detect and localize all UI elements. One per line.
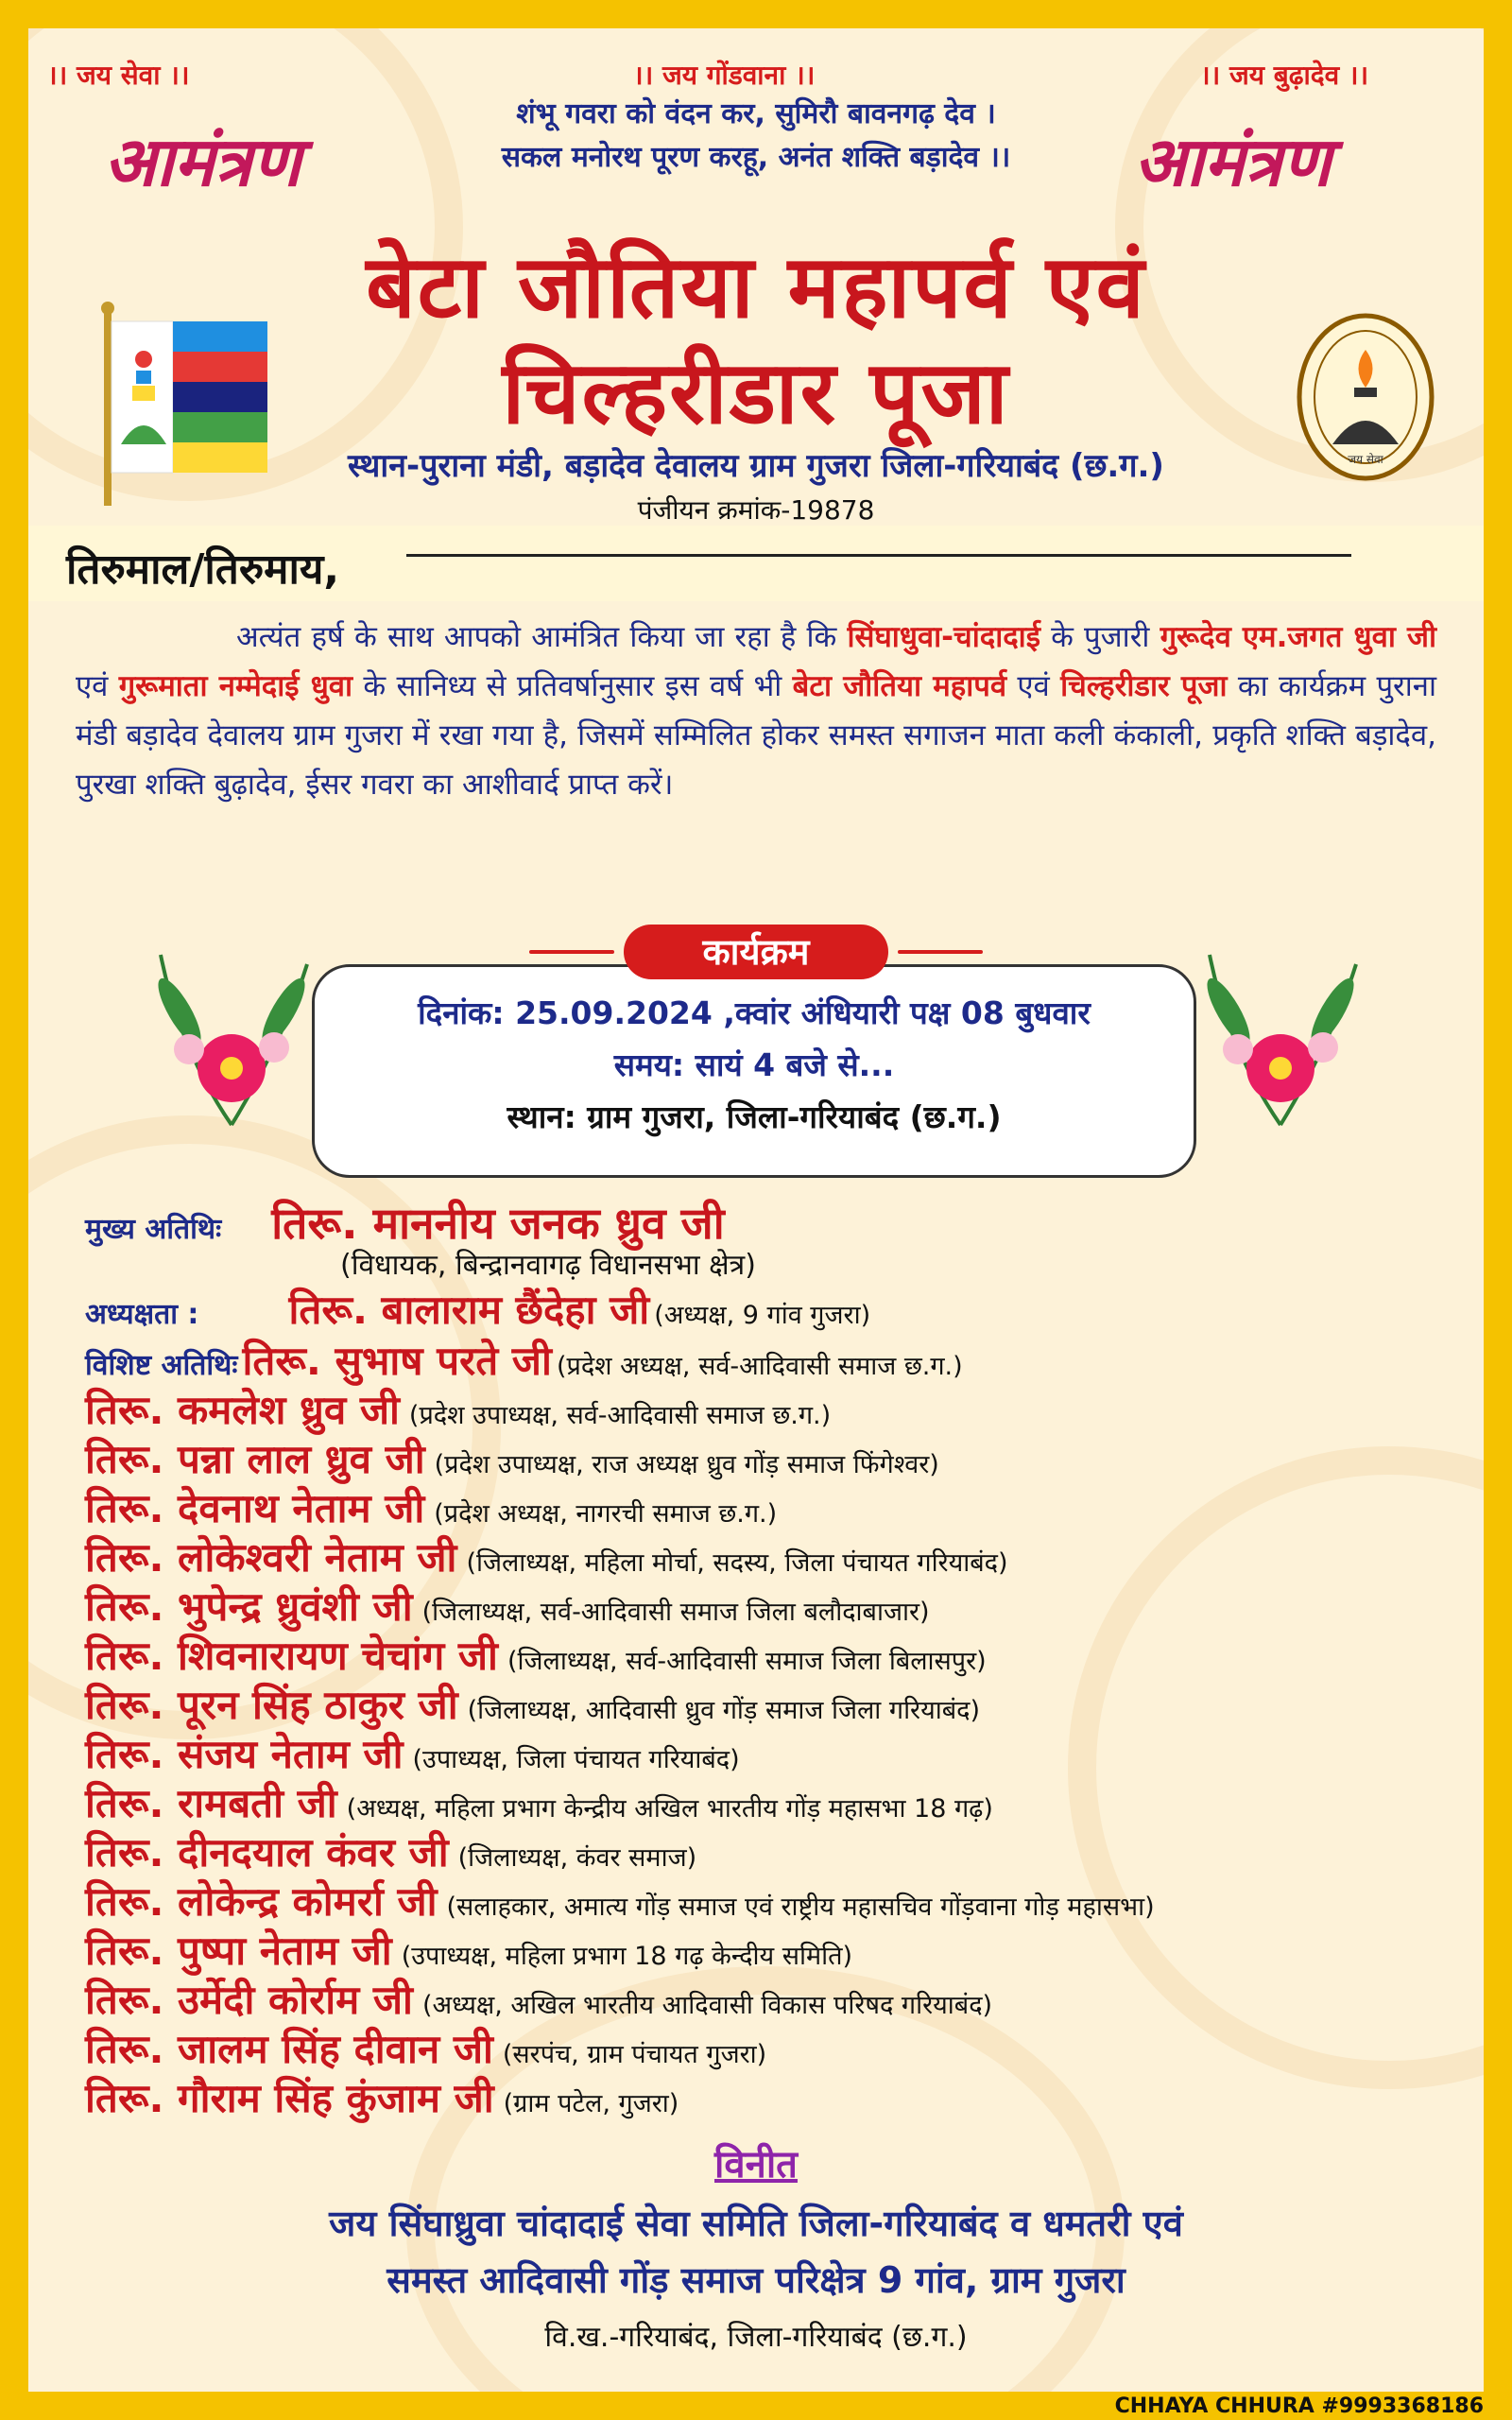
couplet-line-1: शंभू गवरा को वंदन कर, सुमिरौ बावनगढ़ देव । [516,97,996,130]
title-line-2: चिल्हरीडार पूजा [502,342,1010,443]
guest-role: (ग्राम पटेल, गुजरा) [503,2089,679,2118]
guest-row [85,1726,740,1780]
couplet-line-2: सकल मनोरथ पूरण करहू, अनंत शक्ति बड़ादेव ।। [501,141,1011,174]
guest-role: (सरपंच, ग्राम पंचायत गुजरा) [502,2040,767,2069]
guest-role: (जिलाध्यक्ष, आदिवासी ध्रुव गोंड़ समाज जिला गरियाबंद) [467,1696,981,1725]
invitation-highlight: गुरूमाता नम्मेदाई धुवा [118,669,353,703]
guest-name: तिरू. पुष्पा नेताम जी [85,1927,392,1974]
slogan-jai-seva: ।। जय सेवा ।। [47,60,190,91]
guest-row [85,1824,696,1878]
chief-guest-label: मुख्य अतिथिः [85,1213,222,1246]
registration-number: पंजीयन क्रमांक-19878 [637,494,875,526]
guest-name: तिरू. शिवनारायण चेचांग जी [85,1633,498,1679]
program-time: समय: सायं 4 बजे से... [613,1046,895,1083]
invitation-text: अत्यंत हर्ष के साथ आपको आमंत्रित किया जा रहा है कि [236,620,848,654]
invitation-card [28,28,1484,2392]
guest-row [85,1677,980,1731]
president-role: (अध्यक्ष, 9 गांव गुजरा) [654,1301,871,1330]
amantran-left: आमंत्रण [104,121,301,201]
guest-row [85,1923,852,1977]
invitation-text: का कार्यक्रम पुराना मंडी बड़ादेव देवालय ग्राम गुजरा में रखा गया है, जिसमें सम्मिलित होकर समस्त सगाजन माता कली कंकाली, प्रकृति शक्ति बड़ादेव, पुरखा शक्ति बुढ़ादेव, ईसर गवरा का आशीवार्द प्राप्त करें। [76,669,1436,802]
guest-row [85,1480,777,1534]
organization-line-2: समस्त आदिवासी गोंड़ समाज परिक्षेत्र 9 गांव, ग्राम गुजरा [387,2259,1125,2301]
president-label: अध्यक्षता : [85,1298,199,1331]
guest-name: तिरू. जालम सिंह दीवान जी [85,2026,493,2072]
special-guest-label: विशिष्ट अतिथिः [85,1349,238,1382]
guest-row [85,1382,831,1436]
invitation-highlight: बेटा जौतिया महापर्व [792,669,1007,703]
flower-right-icon [1191,936,1370,1144]
guest-row [85,1775,993,1829]
guest-name: तिरू. कमलेश ध्रुव जी [85,1387,400,1433]
venue-line: स्थान-पुराना मंडी, बड़ादेव देवालय ग्राम गुजरा जिला-गरियाबंद (छ.ग.) [348,447,1164,485]
guest-role: (जिलाध्यक्ष, महिला मोर्चा, सदस्य, जिला पंचायत गरियाबंद) [466,1548,1008,1578]
guest-name: तिरू. दीनदयाल कंवर जी [85,1829,449,1876]
guest-name: तिरू. देवनाथ नेताम जी [85,1485,425,1531]
invitation-highlight: गुरूदेव एम.जगत धुवा जी [1160,620,1437,654]
emblem-text: जय सेवा [1348,453,1383,466]
guest-role: (जिलाध्यक्ष, कंवर समाज) [457,1843,697,1873]
couplet [406,93,1106,180]
guest-row [85,2021,766,2075]
special-guest-name: तिरू. सुभाष परते जी [242,1338,552,1384]
guest-role: (जिलाध्यक्ष, सर्व-आदिवासी समाज जिला बिलासपुर) [507,1647,987,1676]
guest-row [85,1874,1155,1927]
slogan-jai-budhadev: ।। जय बुढ़ादेव ।। [1200,60,1369,91]
guest-row [85,1972,992,2026]
guest-role: (सलाहकार, अमात्य गोंड़ समाज एवं राष्ट्रीय महासचिव गोंड़वाना गोड़ महासभा) [446,1893,1155,1922]
guest-role: (प्रदेश उपाध्यक्ष, सर्व-आदिवासी समाज छ.ग.) [408,1401,832,1430]
invitation-text: के पुजारी [1040,620,1160,654]
program-box [312,964,1196,1178]
guest-role: (प्रदेश उपाध्यक्ष, राज अध्यक्ष ध्रुव गोंड़ समाज फिंगेश्वर) [434,1450,939,1479]
slogan-jai-gondwana: ।। जय गोंडवाना ।। [633,60,816,91]
chief-guest-row [85,1193,725,1252]
special-guest-row [85,1333,963,1387]
guest-name: तिरू. लोकेश्वरी नेताम जी [85,1534,457,1581]
flower-left-icon [142,936,321,1144]
guest-name: तिरू. संजय नेताम जी [85,1731,404,1777]
guest-role: (अध्यक्ष, अखिल भारतीय आदिवासी विकास परिषद गरियाबंद) [421,1991,993,2020]
program-heading: कार्यक्रम [624,925,888,979]
vineet-label: विनीत [714,2143,798,2187]
special-guest-role: (प्रदेश अध्यक्ष, सर्व-आदिवासी समाज छ.ग.) [556,1352,963,1381]
amantran-right: आमंत्रण [1134,121,1332,201]
program-place: स्थान: ग्राम गुजरा, जिला-गरियाबंद (छ.ग.) [507,1098,1002,1135]
president-row [85,1282,870,1336]
guest-name: तिरू. लोकेन्द्र कोमर्रा जी [85,1878,438,1925]
guest-role: (उपाध्यक्ष, जिला पंचायत गरियाबंद) [412,1745,740,1774]
invitation-text: एवं [1006,669,1061,703]
salutation: तिरुमाल/तिरुमाय, [66,545,340,594]
chief-guest-name: तिरू. माननीय जनक ध्रुव जी [271,1198,725,1249]
guest-row [85,1431,939,1485]
invitation-text: के सानिध्य से प्रतिवर्षानुसार इस वर्ष भी [352,669,793,703]
guest-name: तिरू. पन्ना लाल ध्रुव जी [85,1436,425,1482]
invitation-highlight: सिंघाधुवा-चांदादाई [847,620,1040,654]
organization [28,2195,1484,2308]
flourish-right [898,950,983,954]
main-title [170,234,1342,446]
invitation-paragraph [76,613,1436,809]
guest-role: (प्रदेश अध्यक्ष, नागरची समाज छ.ग.) [434,1499,778,1529]
guest-role: (जिलाध्यक्ष, सर्व-आदिवासी समाज जिला बलौदाबाजार) [421,1598,930,1627]
title-line-1: बेटा जौतिया महापर्व एवं [366,236,1146,337]
president-name: तिरू. बालाराम छैंदेहा जी [288,1287,650,1333]
guest-row [85,1579,930,1633]
guest-name: तिरू. रामबती जी [85,1780,337,1826]
invitation-text: एवं [76,669,119,703]
guest-role: (उपाध्यक्ष, महिला प्रभाग 18 गढ़ केन्दीय समिति) [401,1942,853,1971]
flourish-left [529,950,614,954]
program-date: दिनांक: 25.09.2024 ,क्वांर अंधियारी पक्ष 08 बुधवार [418,994,1091,1031]
chief-guest-role: (विधायक, बिन्द्रानवागढ़ विधानसभा क्षेत्र) [340,1249,756,1282]
footer-address: वि.ख.-गरियाबंद, जिला-गरियाबंद (छ.ग.) [544,2321,968,2354]
guest-row [85,2070,679,2124]
guest-row [85,1628,987,1682]
guest-name: तिरू. भुपेन्द्र ध्रुवंशी जी [85,1583,413,1630]
guest-name: तिरू. पूरन सिंह ठाकुर जी [85,1682,458,1728]
guest-name: तिरू. गौराम सिंह कुंजाम जी [85,2075,494,2121]
background-swirl [1068,1446,1484,2089]
organization-line-1: जय सिंघाध्रुवा चांदादाई सेवा समिति जिला-गरियाबंद व धमतरी एवं [329,2203,1183,2244]
guest-row [85,1530,1008,1583]
salutation-blank-line [406,554,1351,557]
guest-role: (अध्यक्ष, महिला प्रभाग केन्द्रीय अखिल भारतीय गोंड़ महासभा 18 गढ़) [346,1794,993,1824]
guest-name: तिरू. उर्मेदी कोर्राम जी [85,1977,413,2023]
designer-credit: CHHAYA CHHURA #9993368186 [1114,2394,1484,2418]
invitation-highlight: चिल्हरीडार पूजा [1060,669,1228,703]
